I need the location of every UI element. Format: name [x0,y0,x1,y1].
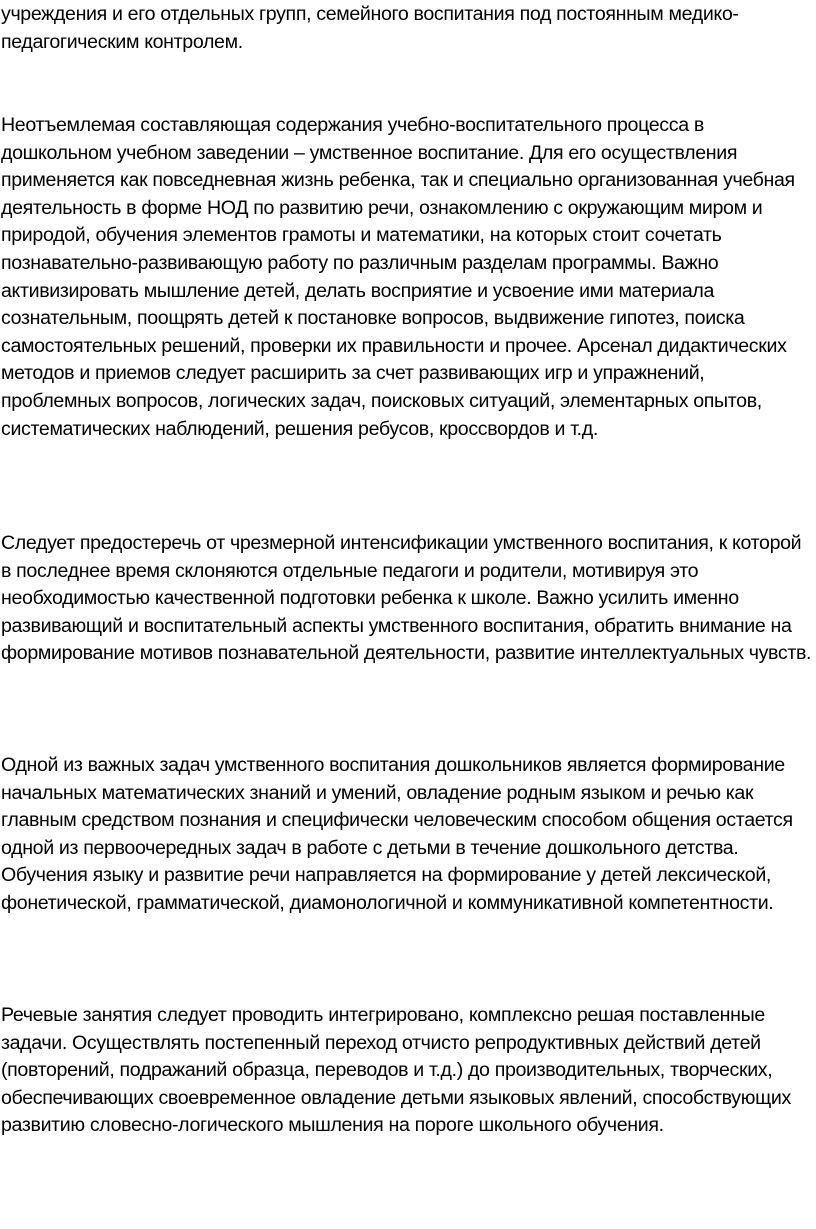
paragraph-1: учреждения и его отдельных групп, семейного воспитания под постоянным медико-педагогическим контролем. [1,3,739,53]
paragraph-4: Одной из важных задач умственного воспитания дошкольников является формирование начальных математических знаний и умений, овладение родным языком и речью как главным средством познания и специфически человеческим способом общения остается одной из первоочередных задач в работе с детьми в течение дошкольного детства. Обучения языку и развитие речи направляется на формирование у детей лексической, фонетической, грамматической, диамонологичной и коммуникативной компетентности. [1,754,793,914]
paragraph-5: Речевые занятия следует проводить интегрировано, комплексно решая поставленные задачи. Осуществлять постепенный переход отчисто репродуктивных действий детей (повторений, подражаний образца, переводов и т.д.) до производительных, творческих, обеспечивающих своевременное овладение детьми языковых явлений, способствующих развитию словесно-логического мышления на пороге школьного обучения. [1,1004,791,1137]
paragraph-2: Неотъемлемая составляющая содержания учебно-воспитательного процесса в дошкольном учебном заведении – умственное воспитание. Для его осуществления применяется как повседневная жизнь ребенка, так и специально организованная учебная деятельность в форме НОД по развитию речи, ознакомлению с окружающим миром и природой, обучения элементов грамоты и математики, на которых стоит сочетать познавательно-развивающую работу по различным разделам программы. Важно активизировать мышление детей, делать восприятие и усвоение ими материала сознательным, поощрять детей к постановке вопросов, выдвижение гипотез, поиска самостоятельных решений, проверки их правильности и прочее. Арсенал дидактических методов и приемов следует расширить за счет развивающих игр и упражнений, проблемных вопросов, логических задач, поисковых ситуаций, элементарных опытов, систематических наблюдений, решения ребусов, кроссвордов и т.д. [1,114,795,440]
paragraph-3: Следует предостеречь от чрезмерной интенсификации умственного воспитания, к которой в последнее время склоняются отдельные педагоги и родители, мотивируя это необходимостью качественной подготовки ребенка к школе. Важно усилить именно развивающий и воспитательный аспекты умственного воспитания, обратить внимание на формирование мотивов познавательной деятельности, развитие интеллектуальных чувств. [1,532,812,665]
